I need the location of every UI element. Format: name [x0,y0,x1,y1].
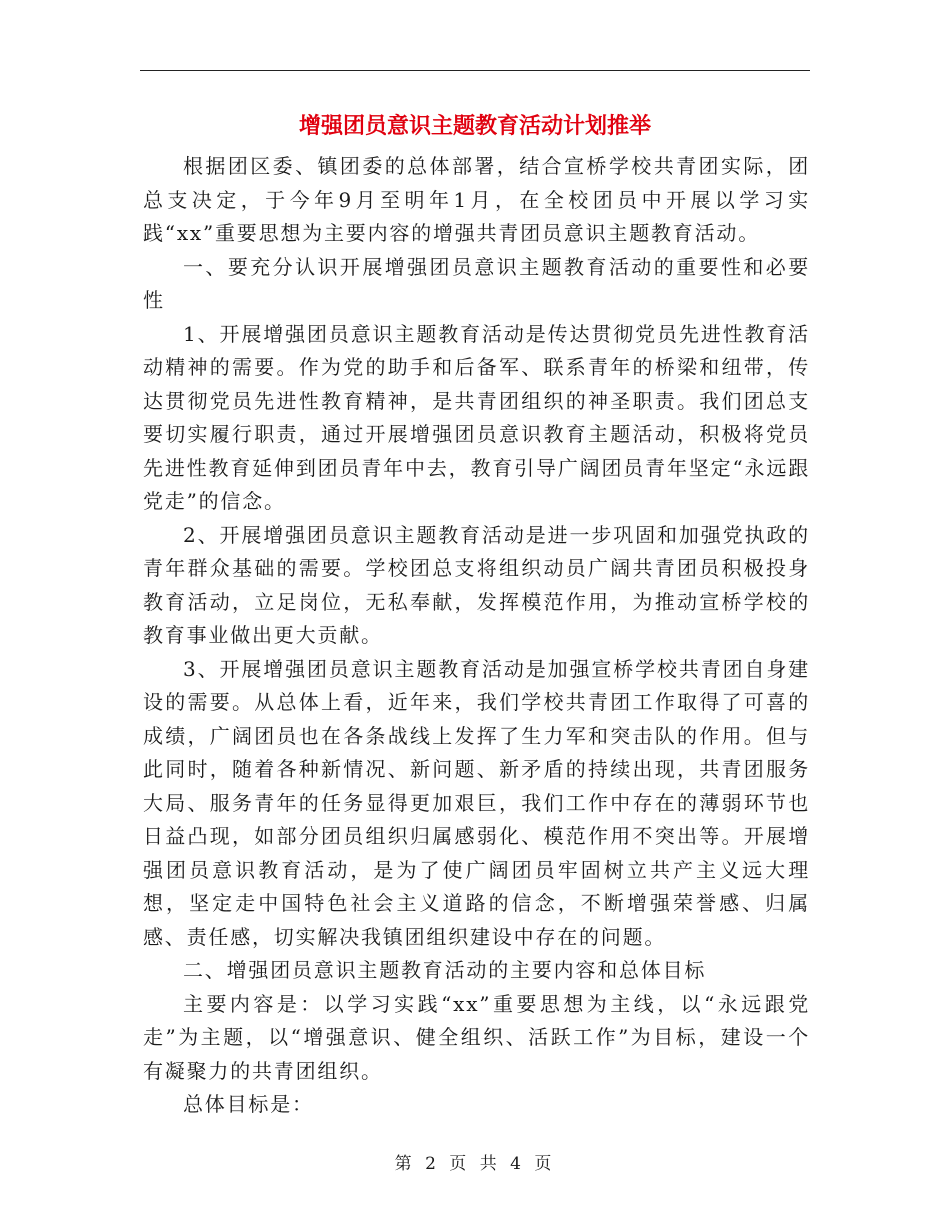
document-body [143,150,810,1122]
point-paragraph-3: 3、开展增强团员意识主题教育活动是加强宣桥学校共青团自身建设的需要。从总体上看，近年来，我们学校共青团工作取得了可喜的成绩，广阔团员也在各条战线上发挥了生力军和突击队的作用。但与此同时，随着各种新情况、新问题、新矛盾的持续出现，共青团服务大局、服务青年的任务显得更加艰巨，我们工作中存在的薄弱环节也日益凸现，如部分团员组织归属感弱化、模范作用不突出等。开展增强团员意识教育活动，是为了使广阔团员牢固树立共产主义远大理想，坚定走中国特色社会主义道路的信念，不断增强荣誉感、归属感、责任感，切实解决我镇团组织建设中存在的问题。 [143,656,810,949]
header-rule [140,70,810,71]
intro-paragraph: 根据团区委、镇团委的总体部署，结合宣桥学校共青团实际，团总支决定，于今年9月至明年1月，在全校团员中开展以学习实践“xx”重要思想为主要内容的增强共青团员意识主题教育活动。 [143,154,810,245]
section-heading-1: 一、要充分认识开展增强团员意识主题教育活动的重要性和必要性 [143,254,810,312]
overall-goal-paragraph: 总体目标是： [183,1092,314,1116]
point-paragraph-2: 2、开展增强团员意识主题教育活动是进一步巩固和加强党执政的青年群众基础的需要。学校团总支将组织动员广阔共青团员积极投身教育活动，立足岗位，无私奉献，发挥模范作用，为推动宣桥学校的教育事业做出更大贡献。 [143,522,810,647]
section-heading-2: 二、增强团员意识主题教育活动的主要内容和总体目标 [183,958,707,982]
point-paragraph-1: 1、开展增强团员意识主题教育活动是传达贯彻党员先进性教育活动精神的需要。作为党的助手和后备军、联系青年的桥梁和纽带，传达贯彻党员先进性教育精神，是共青团组织的神圣职责。我们团总支要切实履行职责，通过开展增强团员意识教育主题活动，积极将党员先进性教育延伸到团员青年中去，教育引导广阔团员青年坚定“永远跟党走”的信念。 [143,321,810,513]
main-content-paragraph: 主要内容是：以学习实践“xx”重要思想为主线，以“永远跟党走”为主题，以“增强意识、健全组织、活跃工作”为目标，建设一个有凝聚力的共青团组织。 [143,991,810,1083]
document-title: 增强团员意识主题教育活动计划推举 [298,113,651,139]
page-number-footer: 第 2 页 共 4 页 [394,1154,556,1174]
